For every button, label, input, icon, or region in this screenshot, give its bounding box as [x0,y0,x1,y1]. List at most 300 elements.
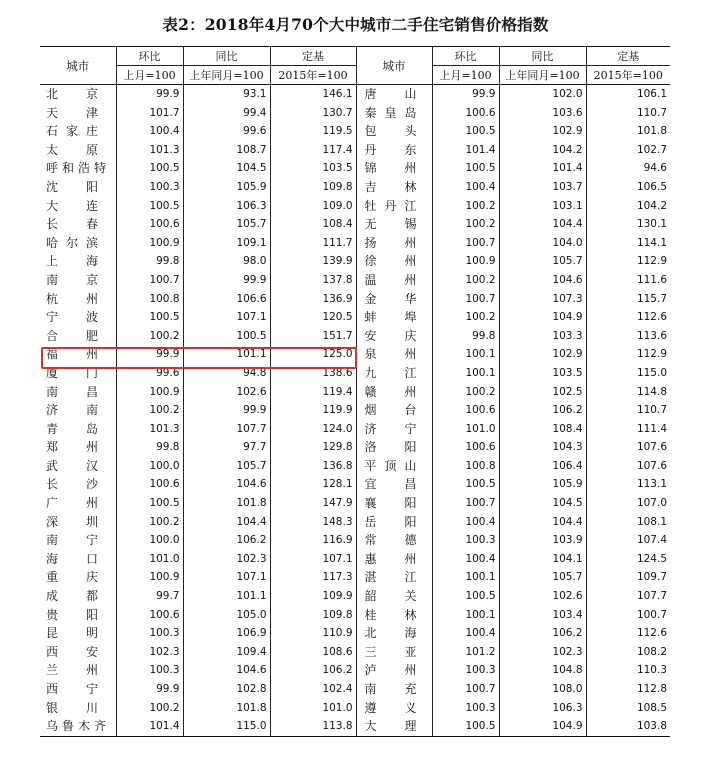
city-name: 合肥 [46,328,98,343]
yoy-value: 102.3 [183,550,270,569]
mom-value: 100.2 [432,383,499,402]
mom-value: 100.6 [116,606,183,625]
city-name: 南充 [364,682,417,696]
city-name: 哈尔滨 [46,235,98,250]
city-name: 西宁 [46,682,98,696]
yoy-value: 103.3 [499,327,586,346]
base-value: 136.9 [270,290,356,309]
city-cell [40,643,116,662]
table-row [40,568,670,587]
base-value: 148.3 [270,513,356,532]
base-value: 129.8 [270,438,356,457]
base-value: 130.7 [270,104,356,123]
yoy-value: 102.6 [499,587,586,606]
city-name: 乌鲁木齐 [46,719,106,734]
yoy-value: 102.3 [499,643,586,662]
city-cell [40,550,116,569]
yoy-value: 107.1 [183,308,270,327]
city-name: 长春 [46,217,98,232]
base-value: 115.7 [586,290,670,309]
base-value: 113.1 [586,475,670,494]
mom-value: 101.0 [116,550,183,569]
mom-value: 100.1 [432,345,499,364]
yoy-value: 107.3 [499,290,586,309]
city-name: 海口 [46,551,98,566]
base-value: 109.7 [586,568,670,587]
mom-value: 99.8 [116,252,183,271]
table-row [40,345,670,364]
table-row [40,457,670,476]
mom-value: 100.3 [116,661,183,680]
mom-value: 99.8 [116,438,183,457]
table-row [40,550,670,569]
city-name: 吉林 [364,179,417,194]
yoy-value: 107.7 [183,420,270,439]
yoy-value: 104.6 [183,661,270,680]
yoy-value: 99.4 [183,104,270,123]
city-cell [356,383,432,402]
mom-value: 99.8 [432,327,499,346]
city-name: 沈阳 [46,179,98,194]
yoy-value: 107.1 [183,568,270,587]
city-name: 无锡 [364,217,417,232]
mom-value: 101.2 [432,643,499,662]
city-cell [40,587,116,606]
city-name: 兰州 [46,663,98,678]
city-name: 大连 [46,198,98,213]
city-cell [40,364,116,383]
yoy-header-left: 同比 [183,47,270,66]
header-row-main [40,47,670,66]
yoy-value: 106.2 [499,401,586,420]
table-row [40,308,670,327]
mom-value: 100.7 [116,271,183,290]
yoy-value: 109.4 [183,643,270,662]
base-value: 109.9 [270,587,356,606]
mom-value: 99.9 [116,345,183,364]
mom-value: 100.3 [116,178,183,197]
city-cell [356,438,432,457]
base-value: 101.0 [270,699,356,718]
city-name: 北京 [46,87,98,101]
mom-value: 100.8 [432,457,499,476]
city-name: 桂林 [364,607,417,622]
base-value: 112.8 [586,680,670,699]
yoy-value: 104.1 [499,550,586,569]
city-cell [40,383,116,402]
city-cell [40,606,116,625]
base-value: 114.8 [586,383,670,402]
city-cell [356,680,432,699]
table-row [40,624,670,643]
base-value: 107.7 [586,587,670,606]
city-name: 福州 [46,347,98,362]
yoy-value: 104.8 [499,661,586,680]
yoy-value: 104.5 [183,159,270,178]
mom-value: 100.1 [432,606,499,625]
yoy-value: 105.9 [499,475,586,494]
city-cell [356,159,432,178]
city-name: 天津 [46,105,98,120]
base-value: 112.6 [586,308,670,327]
table-row [40,643,670,662]
city-name: 洛阳 [364,440,417,455]
yoy-value: 101.8 [183,494,270,513]
city-cell [40,531,116,550]
base-value: 111.7 [270,234,356,253]
mom-value: 100.7 [432,680,499,699]
city-name: 太原 [46,142,98,157]
base-value: 111.6 [586,271,670,290]
yoy-value: 104.9 [499,308,586,327]
base-value: 119.5 [270,122,356,141]
city-cell [356,661,432,680]
mom-value: 100.6 [432,401,499,420]
base-value: 110.9 [270,624,356,643]
base-value: 104.2 [586,197,670,216]
city-name: 泉州 [364,347,417,362]
city-cell [40,327,116,346]
city-cell [356,568,432,587]
mom-value: 100.7 [432,234,499,253]
mom-value: 100.2 [432,197,499,216]
mom-value: 100.2 [432,271,499,290]
mom-value: 100.2 [116,513,183,532]
yoy-value: 105.7 [183,215,270,234]
city-cell [40,290,116,309]
city-cell [40,475,116,494]
table-row [40,680,670,699]
city-cell [356,271,432,290]
city-cell [40,420,116,439]
mom-value: 101.4 [116,717,183,736]
city-name: 徐州 [364,254,417,269]
table-row [40,699,670,718]
mom-value: 100.5 [432,122,499,141]
base-value: 112.9 [586,252,670,271]
yoy-value: 104.4 [499,513,586,532]
yoy-value: 101.1 [183,587,270,606]
base-value: 115.0 [586,364,670,383]
mom-value: 100.5 [432,587,499,606]
mom-value: 100.2 [116,699,183,718]
city-cell [356,234,432,253]
city-name: 常德 [364,533,417,548]
table-row [40,141,670,160]
city-cell [40,680,116,699]
city-name: 石家庄 [46,124,98,139]
base-value: 130.1 [586,215,670,234]
city-cell [356,252,432,271]
base-value: 109.8 [270,606,356,625]
yoy-value: 105.7 [499,252,586,271]
base-value: 106.2 [270,661,356,680]
city-cell [356,308,432,327]
table-row [40,364,670,383]
mom-value: 100.3 [432,661,499,680]
city-name: 济南 [46,403,98,418]
city-name: 深圳 [46,514,98,529]
yoy-value: 102.9 [499,345,586,364]
base-value: 138.6 [270,364,356,383]
yoy-subheader-left: 上年同月=100 [183,66,270,85]
city-cell [40,178,116,197]
yoy-value: 104.2 [499,141,586,160]
table-row [40,271,670,290]
yoy-value: 103.9 [499,531,586,550]
base-value: 119.4 [270,383,356,402]
yoy-value: 106.9 [183,624,270,643]
yoy-value: 103.7 [499,178,586,197]
mom-value: 101.3 [116,141,183,160]
city-name: 丹东 [364,142,417,157]
city-name: 贵阳 [46,607,98,622]
base-value: 109.0 [270,197,356,216]
table-row [40,252,670,271]
yoy-value: 97.7 [183,438,270,457]
city-cell [356,290,432,309]
yoy-value: 105.9 [183,178,270,197]
city-name: 西安 [46,644,98,659]
city-name: 包头 [364,124,417,139]
yoy-value: 104.6 [499,271,586,290]
city-cell [356,420,432,439]
city-cell [40,568,116,587]
base-value: 109.8 [270,178,356,197]
table-row [40,234,670,253]
city-cell [40,401,116,420]
base-value: 108.2 [586,643,670,662]
base-value: 106.1 [586,85,670,104]
city-name: 昆明 [46,626,98,641]
mom-value: 101.0 [432,420,499,439]
city-cell [356,624,432,643]
base-value: 137.8 [270,271,356,290]
city-header-right: 城市 [356,47,432,85]
base-subheader-right: 2015年=100 [586,66,670,85]
mom-value: 100.8 [116,290,183,309]
table-row [40,401,670,420]
mom-value: 99.7 [116,587,183,606]
base-value: 107.1 [270,550,356,569]
yoy-value: 103.1 [499,197,586,216]
yoy-value: 108.0 [499,680,586,699]
base-value: 117.4 [270,141,356,160]
table-row [40,606,670,625]
yoy-value: 102.9 [499,122,586,141]
yoy-value: 106.6 [183,290,270,309]
city-name: 呼和浩特 [46,161,106,176]
table-row [40,85,670,104]
city-cell [40,271,116,290]
price-index-table [40,46,670,737]
base-value: 110.7 [586,401,670,420]
yoy-value: 99.9 [183,271,270,290]
base-value: 94.6 [586,159,670,178]
base-value: 146.1 [270,85,356,104]
city-cell [40,234,116,253]
city-cell [40,159,116,178]
city-name: 赣州 [364,384,417,399]
base-value: 125.0 [270,345,356,364]
city-cell [40,717,116,736]
base-value: 102.4 [270,680,356,699]
city-cell [40,345,116,364]
yoy-value: 104.6 [183,475,270,494]
mom-value: 100.4 [116,122,183,141]
yoy-value: 98.0 [183,252,270,271]
yoy-value: 101.1 [183,345,270,364]
city-name: 武汉 [46,458,98,473]
mom-subheader-right: 上月=100 [432,66,499,85]
city-name: 青岛 [46,421,98,436]
city-cell [40,513,116,532]
city-cell [40,104,116,123]
city-cell [40,699,116,718]
city-name: 襄阳 [364,496,417,511]
mom-value: 100.2 [432,308,499,327]
yoy-value: 104.0 [499,234,586,253]
city-name: 泸州 [364,663,417,678]
city-name: 牡丹江 [364,198,417,213]
city-cell [356,401,432,420]
city-name: 唐山 [364,87,417,101]
city-name: 长沙 [46,477,98,492]
city-cell [356,85,432,104]
city-cell [356,475,432,494]
base-header-right: 定基 [586,47,670,66]
base-value: 124.0 [270,420,356,439]
base-value: 107.6 [586,438,670,457]
city-name: 宁波 [46,310,98,325]
table-row [40,438,670,457]
base-value: 113.8 [270,717,356,736]
base-value: 107.0 [586,494,670,513]
city-name: 金华 [364,291,417,306]
yoy-subheader-right: 上年同月=100 [499,66,586,85]
city-name: 平顶山 [364,458,417,473]
city-header-left: 城市 [40,47,116,85]
base-value: 112.9 [586,345,670,364]
city-name: 锦州 [364,161,417,176]
mom-value: 99.9 [116,85,183,104]
city-name: 济宁 [364,421,417,436]
yoy-value: 106.4 [499,457,586,476]
table-body [40,85,670,737]
base-value: 120.5 [270,308,356,327]
city-cell [40,122,116,141]
city-name: 惠州 [364,551,417,566]
yoy-value: 94.8 [183,364,270,383]
header-row-sub [40,66,670,85]
mom-value: 100.6 [432,104,499,123]
base-value: 108.6 [270,643,356,662]
city-cell [356,494,432,513]
mom-value: 100.2 [116,401,183,420]
city-name: 韶关 [364,589,417,604]
base-value: 100.7 [586,606,670,625]
yoy-value: 102.8 [183,680,270,699]
mom-value: 100.7 [432,494,499,513]
city-name: 郑州 [46,440,98,455]
base-value: 107.6 [586,457,670,476]
mom-header-left: 环比 [116,47,183,66]
city-cell [356,345,432,364]
yoy-value: 106.2 [499,624,586,643]
city-name: 安庆 [364,328,417,343]
city-cell [40,308,116,327]
city-cell [40,197,116,216]
city-name: 湛江 [364,570,417,585]
mom-value: 99.9 [432,85,499,104]
yoy-value: 101.4 [499,159,586,178]
yoy-value: 105.7 [499,568,586,587]
yoy-value: 106.3 [183,197,270,216]
base-value: 108.4 [270,215,356,234]
mom-value: 99.9 [116,680,183,699]
yoy-value: 99.9 [183,401,270,420]
mom-value: 100.5 [116,308,183,327]
yoy-value: 103.5 [499,364,586,383]
city-cell [356,587,432,606]
table-row [40,661,670,680]
mom-value: 100.5 [116,494,183,513]
mom-value: 99.6 [116,364,183,383]
base-value: 108.5 [586,699,670,718]
mom-header-right: 环比 [432,47,499,66]
city-cell [356,197,432,216]
table-row [40,383,670,402]
city-cell [356,531,432,550]
yoy-value: 100.5 [183,327,270,346]
table-row [40,494,670,513]
yoy-value: 106.2 [183,531,270,550]
base-value: 139.9 [270,252,356,271]
base-value: 136.8 [270,457,356,476]
city-name: 九江 [364,365,417,380]
city-cell [356,643,432,662]
mom-value: 100.2 [116,327,183,346]
city-cell [40,624,116,643]
yoy-value: 103.6 [499,104,586,123]
mom-value: 100.3 [432,699,499,718]
yoy-value: 93.1 [183,85,270,104]
yoy-value: 104.5 [499,494,586,513]
yoy-value: 102.6 [183,383,270,402]
city-cell [356,327,432,346]
table-row [40,717,670,736]
mom-value: 101.3 [116,420,183,439]
table-row [40,159,670,178]
city-cell [356,457,432,476]
base-value: 106.5 [586,178,670,197]
base-header-left: 定基 [270,47,356,66]
yoy-value: 103.4 [499,606,586,625]
yoy-value: 109.1 [183,234,270,253]
mom-value: 100.9 [116,234,183,253]
base-value: 114.1 [586,234,670,253]
yoy-value: 102.5 [499,383,586,402]
city-name: 厦门 [46,365,98,380]
base-value: 113.6 [586,327,670,346]
city-cell [40,252,116,271]
city-name: 宜昌 [364,477,417,492]
base-subheader-left: 2015年=100 [270,66,356,85]
yoy-value: 101.8 [183,699,270,718]
city-cell [40,215,116,234]
base-value: 110.7 [586,104,670,123]
city-name: 遵义 [364,700,417,715]
